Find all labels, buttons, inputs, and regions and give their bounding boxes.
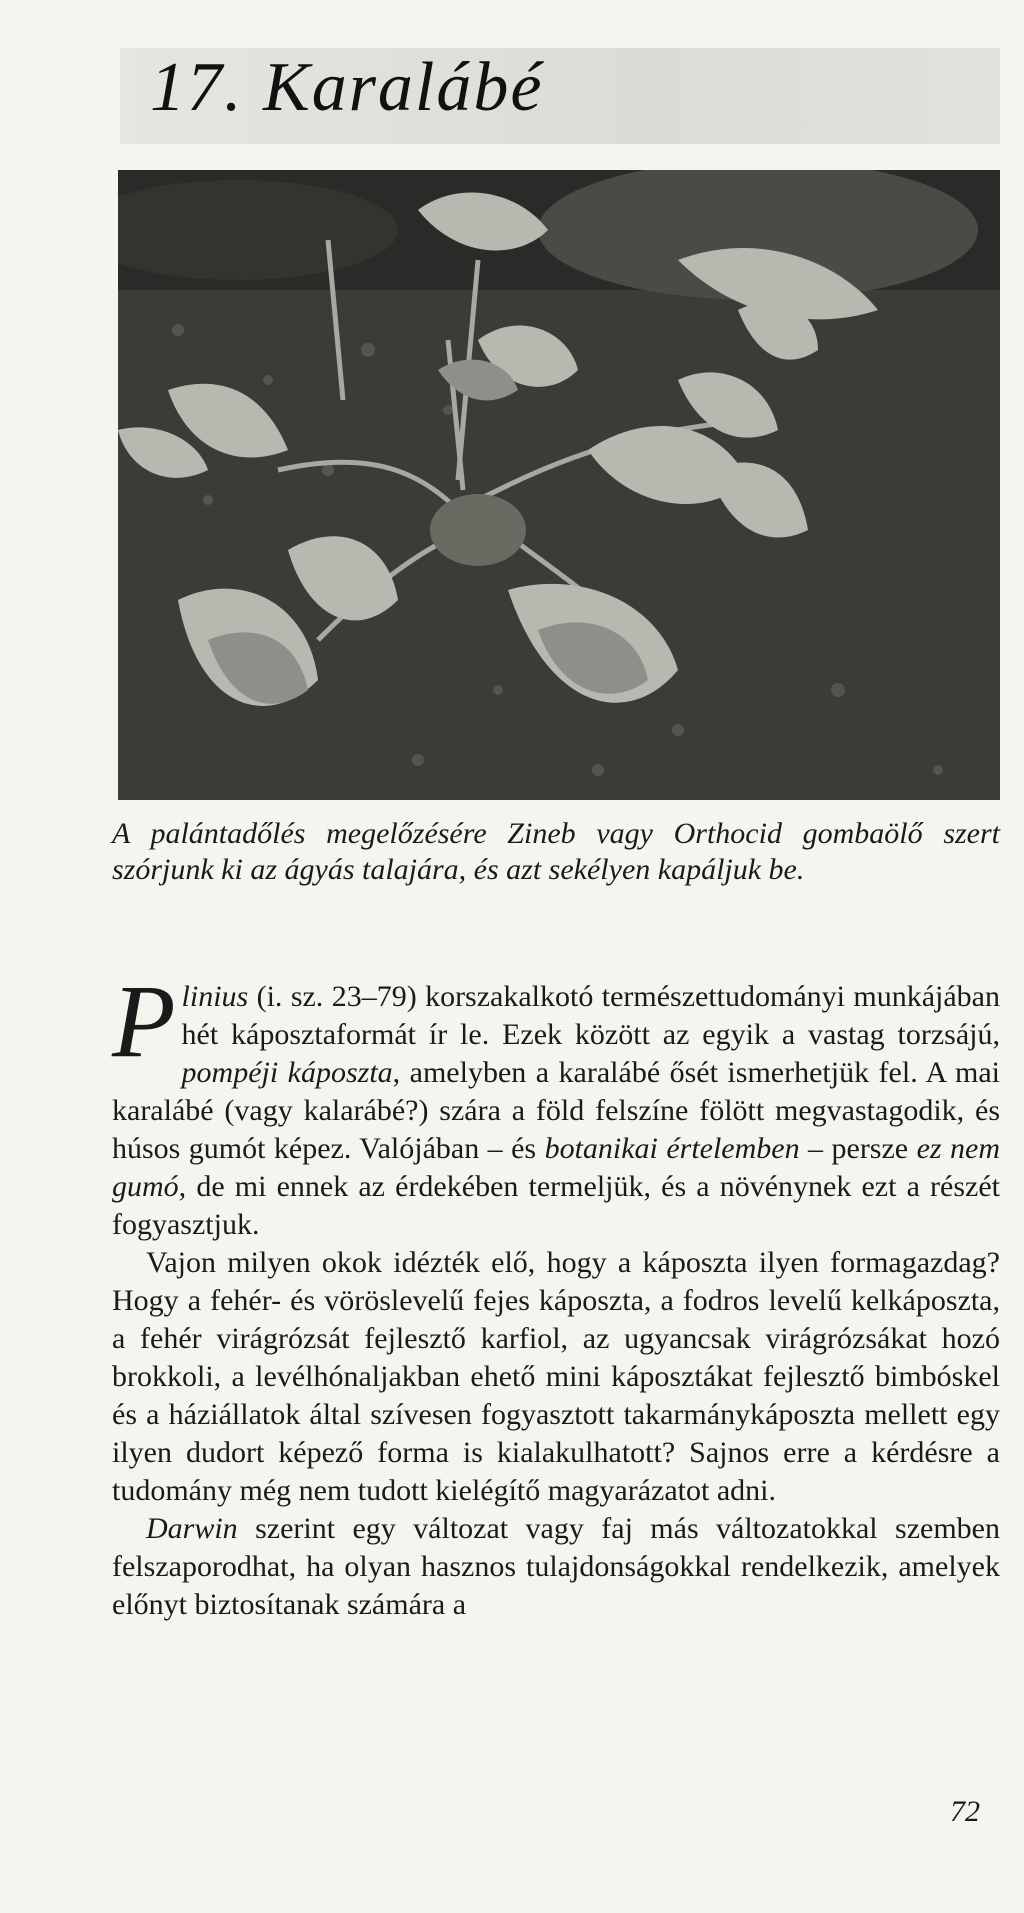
term-pompeji-kaposzta: pompéji káposzta [181, 1056, 393, 1089]
chapter-title: 17. Karalábé [150, 49, 544, 126]
page-number: 72 [950, 1795, 980, 1828]
paragraph-3 [112, 1510, 1000, 1624]
photo-caption: A palántadőlés megelőzésére Zineb vagy Orthocid gombaölő szert szórjunk ki az ágyás talajára, és azt sekélyen kapáljuk be. [112, 817, 1000, 886]
paragraph-2: Vajon milyen okok idézték elő, hogy a káposzta ilyen formagazdag? Hogy a fehér- és vöröslevelű fejes káposzta, a fodros levelű kelkáposzta, a fehér virágrózsát fejlesztő karfiol, az ugyancsak virágrózsákat hozó brokkoli, a levélhónaljakban ehető mini káposztákat fejlesztő bimbóskel és a háziállatok által szívesen fogyasztott takarmánykáposzta mellett egy ilyen dudort képező forma is kialakulhatott? Sajnos erre a kérdésre a tudomány még nem tudott kielégítő magyarázatot adni. [112, 1246, 1000, 1507]
paragraph-1-text-a: (i. sz. 23–79) korszakalkotó természettudományi munkájában hét káposztaformát ír le. Ezek között az egyik a vastag torzsájú, [181, 980, 1000, 1051]
drop-cap: P [112, 964, 176, 1079]
body-text [112, 964, 1000, 1624]
term-ez-nem-gumo: ez nem gumó, [112, 1132, 1000, 1203]
term-botanikai-ertelemben: botanikai értelemben [544, 1132, 800, 1165]
paragraph-1-text-d: de mi ennek az érdekében termeljük, és a növénynek ezt a részét fogyasztjuk. [112, 1170, 1000, 1241]
paragraph-1-text-b: , amelyben a karalábé ősét ismerhetjük fel. A mai karalábé (vagy kalarábé?) szára a föld felszíne fölött megvastagodik, és húsos gumót képez. Valójában – és [112, 1056, 1000, 1165]
paragraph-1-text-c: – persze [799, 1132, 917, 1165]
paragraph-3-text: szerint egy változat vagy faj más változatokkal szemben felszaporodhat, ha olyan hasznos tulajdonságokkal rendelkezik, amelyek előnyt biztosítanak számára a [112, 1512, 1000, 1621]
kohlrabi-photo [118, 170, 1000, 800]
paragraph-1 [112, 964, 1000, 1244]
name-plinius: linius [181, 980, 249, 1013]
name-darwin: Darwin [146, 1512, 238, 1545]
